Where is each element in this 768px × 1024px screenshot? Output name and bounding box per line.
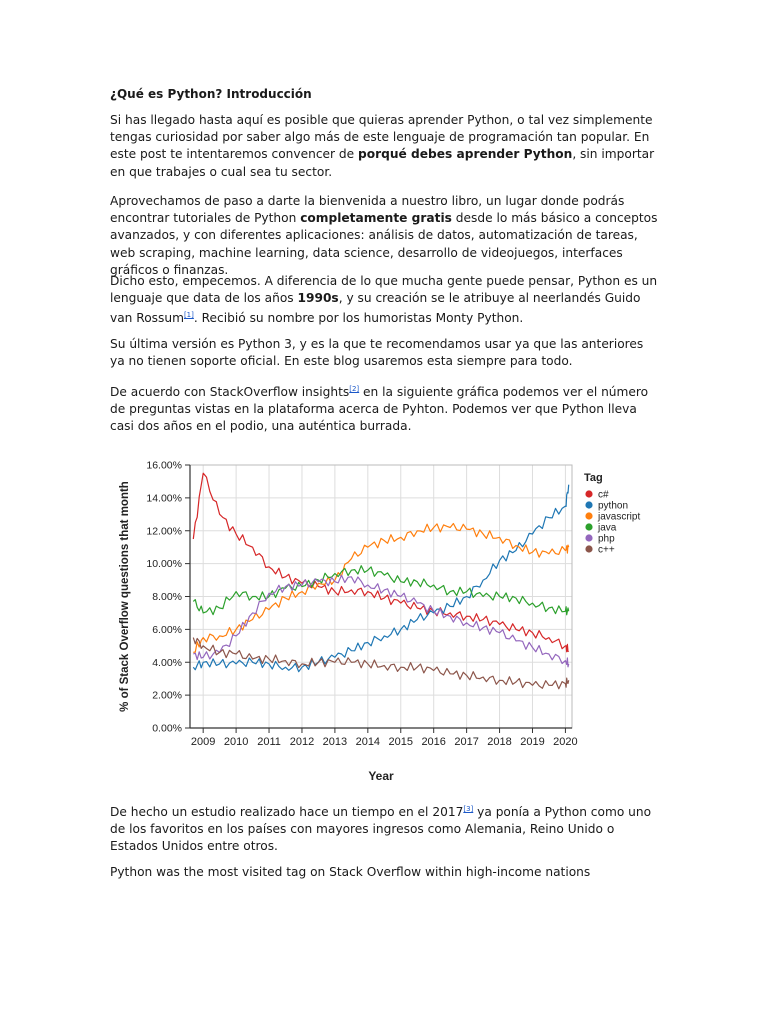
- paragraph-welcome: Aprovechamos de paso a darte la bienvenida a nuestro libro, un lugar donde podrás encontrar tutoriales de Python completamente gratis desde lo más básico a conceptos avanzados, y con diferentes aplicaciones: análisis de datos, automatización de tareas, web scraping, machine learning, data science, desarrollo de videojuegos, interfaces gráficos o finanzas.: [110, 194, 658, 277]
- paragraph-history: Dicho esto, empecemos. A diferencia de lo que mucha gente puede pensar, Python es un lenguaje que data de los años 1990s, y su creación se le atribuye al neerlandés Guido van Rossum[1]. Recibió su nombre por los humoristas Monty Python.: [110, 274, 658, 326]
- legend-label: java: [598, 522, 617, 534]
- footnote-link-3[interactable]: [3]: [463, 805, 474, 813]
- legend-marker: [585, 534, 592, 541]
- x-axis-title: Year: [368, 769, 394, 783]
- x-tick-label: 2012: [289, 736, 315, 748]
- x-tick-label: 2018: [487, 736, 512, 748]
- legend-label: c++: [598, 544, 615, 556]
- y-tick-label: 4.00%: [152, 656, 182, 669]
- legend-label: c#: [598, 489, 609, 501]
- x-tick-label: 2009: [190, 736, 216, 748]
- chart-legend: [584, 472, 640, 556]
- legend-marker: [585, 490, 592, 497]
- y-tick-label: 12.00%: [146, 525, 182, 538]
- series-line-csharp: [193, 473, 568, 652]
- legend-marker: [585, 512, 592, 519]
- x-tick-label: 2010: [223, 736, 249, 748]
- footnote-link-2[interactable]: [2]: [349, 385, 360, 393]
- x-tick-label: 2013: [322, 736, 348, 748]
- x-tick-label: 2020: [553, 736, 578, 748]
- paragraph-stackoverflow: De acuerdo con StackOverflow insights[2] en la siguiente gráfica podemos ver el número de preguntas vistas en la plataforma acerca de Pyhton. Podemos ver que Python lleva casi dos años en el podio, una auténtica burrada.: [110, 385, 649, 434]
- legend-label: python: [598, 500, 629, 512]
- paragraph-study: De hecho un estudio realizado hace un tiempo en el 2017[3] ya ponía a Python como uno de los favoritos en los países con mayores ingresos como Alemania, Reino Unido o Estados Unidos entre otros.: [110, 805, 652, 854]
- paragraph-high-income: Python was the most visited tag on Stack Overflow within high-income nations: [110, 865, 591, 879]
- series-line-java: [193, 566, 568, 615]
- paragraph-version: Su última versión es Python 3, y es la que te recomendamos usar ya que las anteriores ya no tienen soporte oficial. En este blog usaremos esta siempre para todo.: [110, 337, 644, 369]
- y-axis-title: % of Stack Overflow questions that month: [119, 481, 131, 712]
- legend-marker: [585, 545, 592, 552]
- x-tick-label: 2015: [388, 736, 414, 748]
- x-tick-label: 2011: [257, 736, 281, 748]
- y-tick-label: 2.00%: [152, 689, 182, 702]
- legend-label: php: [598, 533, 615, 545]
- legend-label: javascript: [598, 511, 641, 523]
- y-tick-label: 14.00%: [146, 492, 182, 505]
- y-tick-label: 0.00%: [152, 722, 182, 735]
- y-tick-label: 16.00%: [146, 459, 182, 472]
- y-tick-label: 10.00%: [146, 558, 182, 571]
- x-tick-label: 2014: [355, 736, 381, 748]
- y-tick-label: 8.00%: [152, 591, 182, 603]
- x-tick-label: 2019: [520, 736, 545, 748]
- article-heading: ¿Qué es Python? Introducción: [110, 87, 312, 101]
- chart-series: [193, 473, 568, 689]
- legend-marker: [585, 523, 592, 530]
- x-tick-label: 2017: [454, 736, 479, 748]
- series-line-javascript: [193, 524, 568, 653]
- chart-axes: [119, 460, 578, 784]
- legend-marker: [585, 501, 592, 508]
- tag-trend-chart: [112, 452, 652, 787]
- series-line-cpppp: [193, 638, 568, 689]
- footnote-link-1[interactable]: [1]: [183, 311, 194, 320]
- y-tick-label: 6.00%: [152, 623, 182, 636]
- legend-title: Tag: [584, 472, 603, 484]
- paragraph-intro: Si has llegado hasta aquí es posible que quieras aprender Python, o tal vez simplemente tengas curiosidad por saber algo más de este lenguaje de programación tan popular. En este post te intentaremos convencer de porqué debes aprender Python, sin importar en que trabajes o cual sea tu sector.: [110, 113, 655, 179]
- series-line-python: [193, 485, 568, 672]
- x-tick-label: 2016: [421, 736, 446, 748]
